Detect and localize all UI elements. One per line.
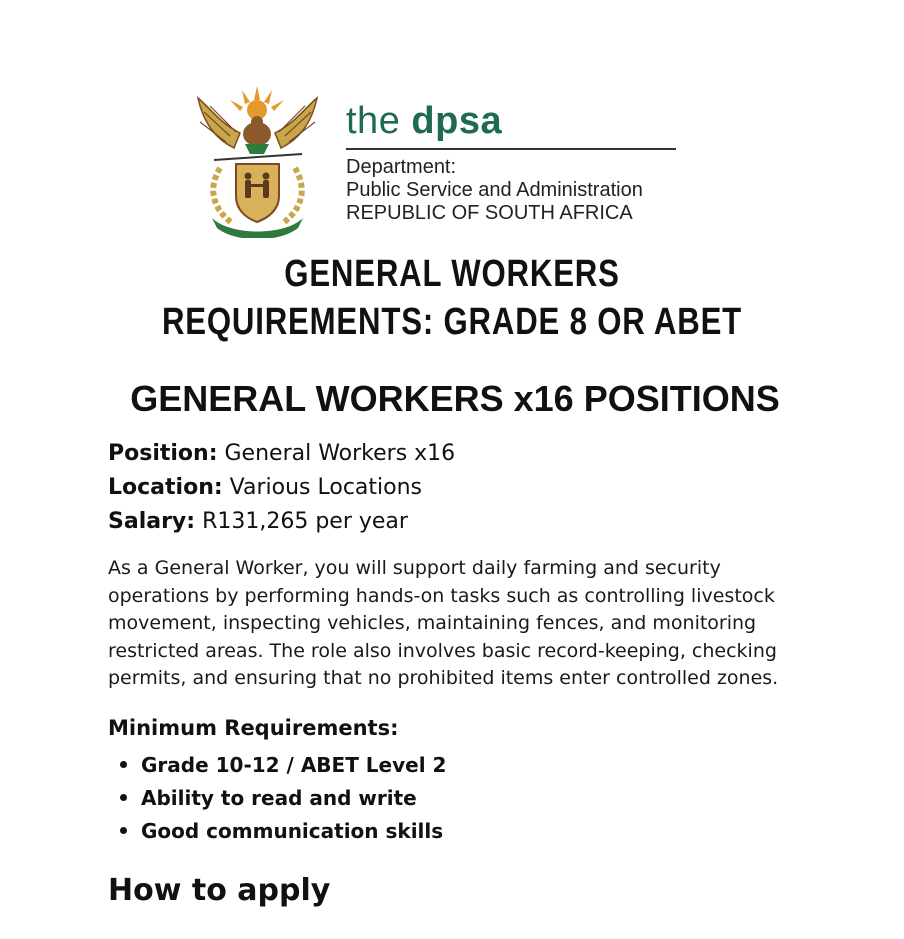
- list-item: Ability to read and write: [120, 782, 446, 815]
- coat-of-arms-icon: [190, 78, 325, 238]
- requirements-list: [120, 749, 446, 848]
- department-name: Public Service and Administration: [346, 179, 643, 201]
- bullet-icon: [120, 794, 127, 801]
- brand-text: [346, 102, 676, 225]
- department-label: Department:: [346, 156, 457, 178]
- list-item: Grade 10-12 / ABET Level 2: [120, 749, 446, 782]
- bullet-icon: [120, 827, 127, 834]
- how-to-apply-heading: How to apply: [108, 873, 331, 908]
- headline-title: GENERAL WORKERS: [284, 253, 620, 295]
- position-row: Position: General Workers x16: [108, 441, 456, 466]
- requirements-heading: Minimum Requirements:: [108, 716, 399, 740]
- job-description: As a General Worker, you will support daily farming and security operations by performing hands-on tasks such as controlling livestock movement, inspecting vehicles, maintaining fences, and monitoring restricted areas. The role also involves basic record-keeping, checking permits, and ensuring that no prohibited items enter controlled zones.: [108, 557, 779, 689]
- brand-name: the dpsa: [346, 100, 503, 142]
- salary-row: Salary: R131,265 per year: [108, 509, 408, 534]
- positions-title: GENERAL WORKERS x16 POSITIONS: [130, 378, 780, 419]
- bullet-icon: [120, 761, 127, 768]
- headline-requirements: REQUIREMENTS: GRADE 8 OR ABET: [161, 301, 743, 343]
- dpsa-logo: [190, 72, 690, 242]
- country-name: REPUBLIC OF SOUTH AFRICA: [346, 202, 633, 224]
- list-item: Good communication skills: [120, 815, 446, 848]
- brand-divider: [346, 148, 676, 150]
- location-row: Location: Various Locations: [108, 475, 422, 500]
